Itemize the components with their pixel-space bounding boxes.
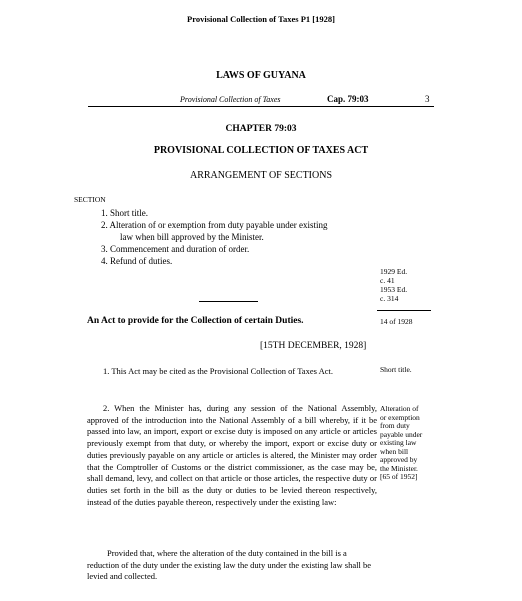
margin-note-alteration — [380, 405, 430, 482]
long-title: An Act to provide for the Collection of certain Duties. — [87, 316, 304, 326]
toc-item: 1. Short title. — [101, 208, 148, 218]
margin-note-line: approved by — [380, 455, 418, 464]
margin-note-line: from duty — [380, 421, 410, 430]
header-cap: Cap. 79:03 — [327, 94, 369, 104]
section-label: SECTION — [74, 195, 106, 204]
margin-note-line: [65 of 1952] — [380, 472, 418, 481]
table-of-contents — [101, 207, 327, 267]
act-title: PROVISIONAL COLLECTION OF TAXES ACT — [153, 145, 369, 156]
running-header: Provisional Collection of Taxes P1 [1928] — [187, 14, 335, 24]
toc-item: 2. Alteration of or exemption from duty payable under existing — [101, 220, 328, 230]
center-divider — [199, 301, 258, 302]
margin-note-line: 1953 Ed. — [380, 285, 408, 294]
section-1-text: 1. This Act may be cited as the Provisional Collection of Taxes Act. — [103, 366, 333, 376]
margin-rule — [377, 310, 431, 311]
margin-note-act-number: 14 of 1928 — [380, 317, 413, 326]
laws-title: LAWS OF GUYANA — [216, 70, 306, 81]
margin-note-line: existing law — [380, 438, 417, 447]
margin-note-line: when bill — [380, 446, 409, 456]
header-rule — [88, 106, 434, 107]
toc-item: 3. Commencement and duration of order. — [101, 244, 250, 254]
margin-note-line: c. 314 — [380, 294, 399, 303]
header-subtitle: Provisional Collection of Taxes — [180, 95, 281, 104]
enactment-date: [15TH DECEMBER, 1928] — [260, 341, 367, 351]
toc-item-continuation: law when bill approved by the Minister. — [120, 232, 264, 242]
toc-item: 4. Refund of duties. — [101, 256, 173, 266]
margin-note-short-title: Short title. — [380, 365, 412, 374]
page-number: 3 — [425, 94, 430, 104]
margin-note-line: the Minister. — [380, 463, 418, 473]
margin-note-line: payable under — [380, 429, 423, 439]
margin-note-line: 1929 Ed. — [380, 267, 408, 276]
arrangement-heading: ARRANGEMENT OF SECTIONS — [189, 170, 333, 181]
margin-note-line: or exemption — [380, 412, 420, 422]
chapter-heading: CHAPTER 79:03 — [225, 124, 297, 134]
margin-note-editions — [380, 267, 440, 303]
proviso-text: Provided that, where the alteration of the duty contained in the bill is a reduction of the duty under the existing law the duty under the existing law shall be levied and collected. — [87, 548, 371, 582]
margin-note-line: c. 41 — [380, 276, 395, 285]
section-2-text: 2. When the Minister has, during any session of the National Assembly, approved of the introduction into the National Assembly of a bill whereby, if it be passed into law, an import, export or excise duty is imposed on any article or articles previously exempt from that duty, or whereby the import, export or excise duty or duties previously payable on any article or articles is altered, the Minister may order that the Comptroller of Customs or the district commissioner, as the case may be, shall demand, levy, and collect on that article or those articles, the respective duty or duties set forth in the bill as the duty or duties to be levied thereon respectively, instead of the duties payable thereon, respectively under the existing law: — [87, 403, 377, 507]
margin-note-line: Alteration of — [380, 404, 419, 413]
